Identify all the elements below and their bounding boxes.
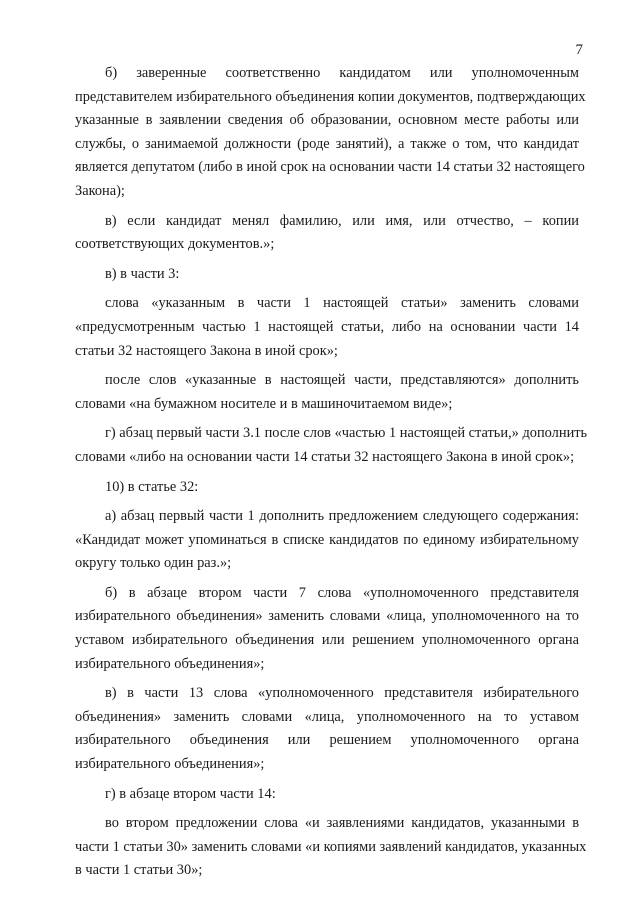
- paragraph-p3: [75, 263, 579, 287]
- text-line: в) в части 13 слова «уполномоченного представителя избирательного: [105, 685, 579, 702]
- text-line: б) заверенные соответственно кандидатом или уполномоченным: [105, 65, 579, 81]
- paragraph-p11: [75, 783, 579, 807]
- text-line: статьи 32 настоящего Закона в иной срок»;: [75, 342, 338, 359]
- paragraph-p9: [75, 582, 579, 676]
- text-line: а) абзац первый части 1 дополнить предложением следующего содержания:: [105, 508, 579, 525]
- text-line: «Кандидат может упоминаться в списке кандидатов по единому избирательному: [75, 531, 579, 548]
- text-line: указанные в заявлении сведения об образовании, основном месте работы или: [75, 112, 579, 129]
- text-line: в) если кандидат менял фамилию, или имя, или отчество, – копии: [105, 212, 579, 229]
- text-line: Закона);: [75, 182, 125, 199]
- page-number: 7: [575, 42, 583, 58]
- paragraph-p12: [75, 812, 587, 883]
- text-line: избирательного объединения»;: [75, 756, 265, 773]
- text-line: объединения» заменить словами «лица, уполномоченного на то уставом: [75, 708, 579, 725]
- text-line: уставом избирательного объединения или решением уполномоченного органа: [75, 632, 579, 649]
- paragraph-p4: [75, 292, 579, 363]
- paragraph-p2: [75, 210, 579, 257]
- paragraph-p8: [75, 505, 579, 576]
- paragraph-p7: [75, 476, 579, 500]
- paragraph-p1: [75, 62, 586, 204]
- text-line: б) в абзаце втором части 7 слова «уполномоченного представителя: [105, 584, 579, 601]
- text-line: словами «либо на основании части 14 статьи 32 настоящего Закона в иной срок»;: [75, 448, 575, 465]
- text-line: во втором предложении слова «и заявлениями кандидатов, указанными в: [105, 815, 579, 832]
- text-line: в) в части 3:: [105, 265, 180, 282]
- text-line: избирательного объединения или решением уполномоченного органа: [75, 732, 579, 749]
- text-line: округу только один раз.»;: [75, 555, 232, 572]
- text-line: 10) в статье 32:: [105, 478, 199, 495]
- text-line: «предусмотренным частью 1 настоящей статьи, либо на основании части 14: [75, 318, 579, 335]
- text-line: соответствующих документов.»;: [75, 236, 275, 253]
- text-line: в части 1 статьи 30»;: [75, 862, 203, 879]
- text-line: части 1 статьи 30» заменить словами «и копиями заявлений кандидатов, указанных: [75, 838, 587, 855]
- text-line: г) в абзаце втором части 14:: [105, 785, 276, 802]
- paragraph-p10: [75, 682, 579, 776]
- text-line: избирательного объединения» заменить словами «лица, уполномоченного на то: [75, 608, 579, 625]
- text-line: г) абзац первый части 3.1 после слов «частью 1 настоящей статьи,» дополнить: [105, 425, 588, 442]
- text-line: избирательного объединения»;: [75, 655, 265, 672]
- text-line: является депутатом (либо в иной срок на основании части 14 статьи 32 настоящего: [75, 159, 585, 176]
- text-line: слова «указанным в части 1 настоящей статьи» заменить словами: [105, 295, 579, 312]
- text-line: службы, о занимаемой должности (роде занятий), а также о том, что кандидат: [75, 135, 579, 152]
- document-body: [75, 62, 588, 889]
- text-line: представителем избирательного объединения копии документов, подтверждающих: [75, 88, 586, 105]
- paragraph-p6: [75, 422, 588, 469]
- text-line: после слов «указанные в настоящей части, представляются» дополнить: [105, 372, 579, 389]
- text-line: словами «на бумажном носителе и в машиночитаемом виде»;: [75, 395, 453, 412]
- paragraph-p5: [75, 369, 579, 416]
